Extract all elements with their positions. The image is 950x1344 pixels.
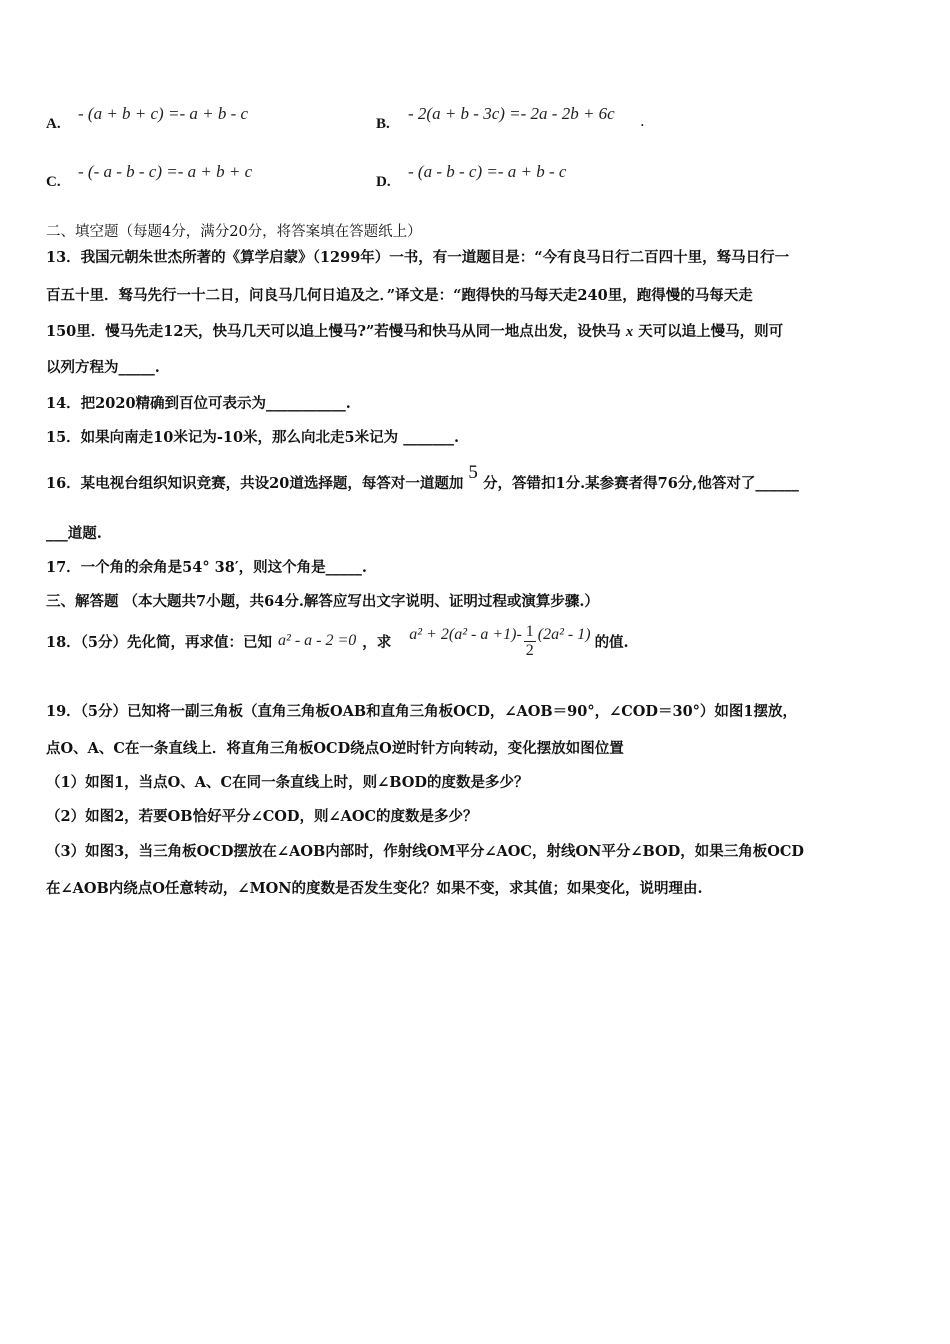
q13-line-4: 以列方程为_____. [46,359,160,376]
q17-text: 17．一个角的余角是54° 38′，则这个角是_____. [46,559,367,576]
choice-b-letter: B. [376,116,390,132]
choice-a-expression: - (a + b + c) =- a + b - c [78,104,249,123]
q16-points: 5 [468,462,478,483]
choice-a-letter: A. [46,116,61,132]
q18-condition: a² - a - 2 =0 [278,632,357,649]
choice-b-period: . [640,114,645,130]
q15-text: 15．如果向南走10米记为-10米，那么向北走5米记为 _______. [46,429,459,446]
choice-c-expression: - (- a - b - c) =- a + b + c [78,162,253,181]
q19-part-2: （2）如图2，若要OB恰好平分∠COD，则∠AOC的度数是多少？ [46,808,478,825]
q18-suffix: 的值. [594,633,629,651]
choice-d-letter: D. [376,174,391,190]
q19-part-1: （1）如图1，当点O、A、C在同一条直线上时，则∠BOD的度数是多少？ [46,774,529,791]
q13-line-3-end: 天可以追上慢马，则可 [638,323,784,340]
section-3-heading: 三、解答题 （本大题共7小题，共64分.解答应写出文字说明、证明过程或演算步骤.） [46,593,599,610]
choice-c-letter: C. [46,174,61,190]
q18-expression-left: a² + 2(a² - a +1)- [409,626,522,643]
choice-d-expression: - (a - b - c) =- a + b - c [408,162,567,181]
choice-b-expression: - 2(a + b - 3c) =- 2a - 2b + 6c [408,104,615,123]
q16-start: 16．某电视台组织知识竞赛，共设20道选择题，每答对一道题加 [46,475,464,492]
q19-line-2: 点O、A、C在一条直线上．将直角三角板OCD绕点O逆时针方向转动，变化摆放如图位置 [46,740,624,757]
q18-line [46,618,629,664]
q13-variable: x [625,324,634,340]
q18-fraction-denominator: 2 [525,641,534,659]
q13-line-2: 百五十里．驽马先行一十二日，问良马几何日追及之．”译文是：“跑得快的马每天走240里，跑得慢的马每天走 [46,287,753,304]
q13-line-3 [46,320,783,341]
q13-line-1: 13．我国元朝朱世杰所著的《算学启蒙》（1299年）一书，有一道题目是：“今有良马日行二百四十里，驽马日行一 [46,249,790,266]
section-2-heading: 二、填空题（每题4分，满分20分，将答案填在答题纸上） [46,224,422,240]
q19-line-1: 19．（5分）已知将一副三角板（直角三角板OAB和直角三角板OCD，∠AOB＝90°，∠COD＝30°）如图1摆放， [46,703,798,720]
q18-fraction [524,623,536,660]
q16-line-2: ___道题. [46,525,102,542]
q18-prefix: 18．（5分）先化简，再求值：已知 [46,633,273,651]
q18-mid: ，求 [362,633,392,651]
q13-line-3-start: 150里．慢马先走12天，快马几天可以追上慢马?”若慢马和快马从同一地点出发，设快马 [46,323,621,340]
q16-end: 分，答错扣1分.某参赛者得76分,他答对了______ [482,475,799,492]
q16-line-1 [46,462,799,494]
q14-text: 14．把2020精确到百位可表示为___________. [46,395,351,412]
q18-expression-right: (2a² - 1) [537,626,591,643]
q18-fraction-numerator: 1 [525,622,534,640]
q19-part-3-line-2: 在∠AOB内绕点O任意转动，∠MON的度数是否发生变化？如果不变，求其值；如果变化，说明理由. [46,880,703,897]
q19-part-3-line-1: （3）如图3，当三角板OCD摆放在∠AOB内部时，作射线OM平分∠AOC，射线ON平分∠BOD，如果三角板OCD [46,843,804,860]
